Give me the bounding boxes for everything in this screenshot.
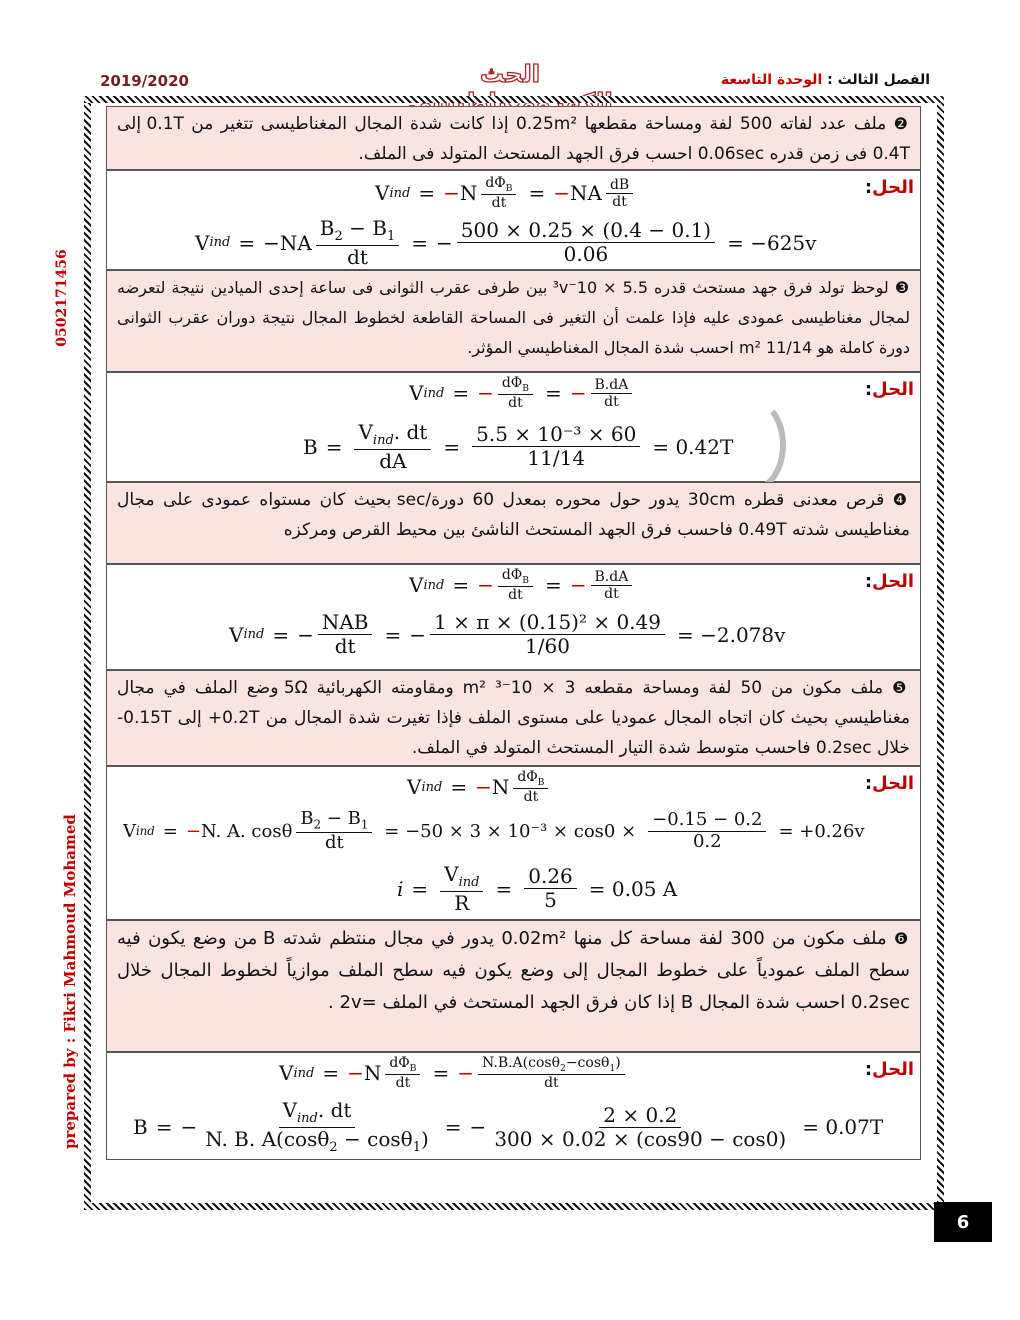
- question-4: [106, 482, 921, 564]
- phone-number: 0502171456: [54, 249, 70, 347]
- question-text: ملف مكون من 300 لفة مساحة كل منها 0.02m² يدور في مجال منتظم شدته B من وضع يكون فيه سطح الملف عمودياً على خطوط المجال إلى وضع يكون فيه سطح الملف موازياً لخطوط المجال خلال 0.2sec احسب شدة المجال B إذا كان فرق الجهد المستحث في الملف =2v .: [117, 928, 910, 1013]
- solution-6: [106, 1052, 921, 1160]
- equation-faraday: V ind = − N $\frac{d\Phi_B}{dt}$ = − $\frac{N.B.A(\cos\theta_2-\cos\theta_1)}{dt}$: [279, 1055, 629, 1091]
- equation-result-4: V ind = − $\frac{\text{NAB}}{dt}$ = − $\frac{\text{1 × π × (0.15)² × 0.49}}{1/60}$ = −2.078v: [229, 610, 786, 658]
- solution-5: [106, 766, 921, 920]
- unit-heading: [721, 72, 930, 98]
- question-2: [106, 106, 921, 170]
- solution-4: [106, 564, 921, 670]
- decorative-arc: [720, 398, 786, 492]
- equation-result-2: V ind = −NA $\frac{B_2 - B_1}{dt}$ = − $\frac{500 \times 0.25 \times (0.4 - 0.1)}{0.06}$ = −625v: [195, 216, 817, 269]
- question-5: [106, 670, 921, 766]
- question-text: لوحظ تولد فرق جهد مستحث قدره 5.5 × 10⁻³v بين طرفى عقرب الثوانى فى ساعة إحدى الميادين نتيجة لتعرضه لمجال مغناطيسى عمودى عليه فإذا علمت أن التغير فى المساحة القاطعة لخطوط المجال نتيجة دوران عقرب الثوانى دورة كاملة هو 11/14 m² احسب شدة المجال المغناطيسي المؤثر.: [117, 278, 910, 357]
- question-number: ❷: [893, 114, 910, 133]
- question-number: ❸: [894, 278, 910, 297]
- solution-3: [106, 372, 921, 482]
- page-number: 6: [934, 1202, 992, 1242]
- school-year: 2019/2020: [100, 72, 189, 90]
- question-text: ملف مكون من 50 لفة ومساحة مقطعه 3 × 10⁻³ m² ومقاومته الكهربائية 5Ω وضع الملف في مجال مغناطيسي بحيث كان اتجاه المجال عموديا على مستوى الملف فإذا تغيرت شدة المجال من 0.2T+ إلى 0.15T- خلال 0.2sec فاحسب متوسط شدة التيار المستحث المتولد في الملف.: [117, 678, 910, 758]
- equation-faraday: V ind = − N $\frac{d\Phi_B}{dt}$: [407, 769, 552, 805]
- question-text: قرص معدنى قطره 30cm يدور حول محوره بمعدل 60 دورة/sec بحيث كان مستواه عمودى على مجال مغناطيسى شدته 0.49T فاحسب فرق الجهد المستحث الناشئ بين محيط القرص ومركزه: [117, 490, 910, 540]
- equation-flux: V ind = − $\frac{d\Phi_B}{dt}$ = − $\frac{B.dA}{dt}$: [409, 375, 636, 411]
- author-credit: prepared by : Fikri Mahmoud Mohamed: [61, 814, 79, 1149]
- question-number: ❹: [892, 490, 911, 509]
- equation-flux: V ind = − $\frac{d\Phi_B}{dt}$ = − $\frac{B.dA}{dt}$: [409, 567, 636, 603]
- solution-label: الحل:: [864, 177, 914, 198]
- result-value: = +0.26v: [778, 820, 865, 842]
- solution-label: الحل:: [864, 773, 914, 794]
- unit-label: الوحدة التاسعة: [720, 72, 823, 88]
- chapter-label: الفصل الثالث :: [827, 72, 930, 88]
- result-value: = −2.078v: [677, 622, 786, 647]
- solution-label: الحل:: [864, 379, 914, 400]
- question-text: ملف عدد لفاته 500 لفة ومساحة مقطعها 0.25m² إذا كانت شدة المجال المغناطيسى تتغير من 0.1T إلى 0.4T فى زمن قدره 0.06sec احسب فرق الجهد المستحث المتولد فى الملف.: [117, 114, 910, 164]
- result-value: = 0.42T: [652, 434, 734, 459]
- equation-faraday: V ind = − N $\frac{d\Phi_B}{dt}$ = − NA $\frac{dB}{dt}$: [375, 175, 637, 211]
- result-value: = 0.07T: [802, 1115, 884, 1140]
- equation-result-3: B = $\frac{V_{ind}. dt}{dA}$ = $\frac{\text{5.5 × 10⁻³ × 60}}{11/14}$ = 0.42T: [303, 420, 734, 473]
- equation-result-6: B = − $\frac{V_{ind}. dt}{N. B. A(\cos\theta_2 - \cos\theta_1)}$ = − $\frac{2 \times 0.2}{300 \times 0.02 \times (\cos 90 - \cos 0)}$ = 0.07T: [133, 1098, 884, 1155]
- solution-label: الحل:: [864, 1059, 914, 1080]
- solution-label: الحل:: [864, 571, 914, 592]
- equation-voltage-5: V ind = − N. A. cosθ $\frac{B_2 - B_1}{dt}$ = −50 × 3 × 10⁻³ × cos0 × $\frac{-0.15 - 0.2}{0.2}$ = +0.26v: [123, 808, 865, 854]
- result-value: = −625v: [727, 230, 817, 255]
- question-number: ❺: [892, 678, 911, 697]
- equation-current-5: i = $\frac{V_{ind}}{R}$ = $\frac{0.26}{5}$ = 0.05 A: [397, 862, 678, 915]
- chapter-title: الحث: [480, 60, 540, 88]
- result-value: = 0.05 A: [588, 876, 678, 901]
- question-3: [106, 270, 921, 372]
- question-6: [106, 920, 921, 1052]
- question-number: ❻: [893, 929, 910, 948]
- solution-2: [106, 170, 921, 270]
